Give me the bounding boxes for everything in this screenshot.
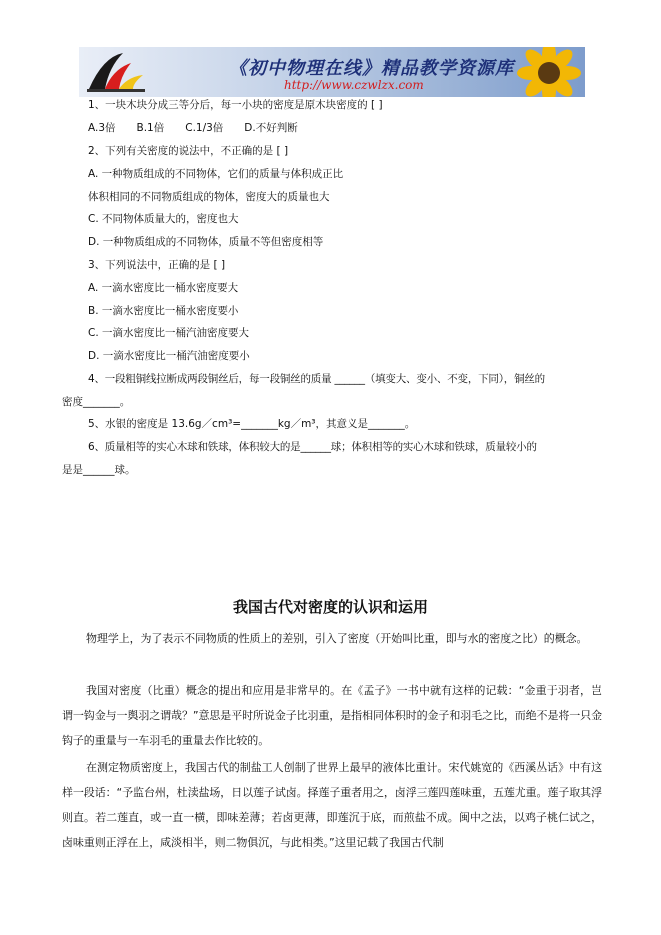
header-banner [79,47,585,97]
question-4-line-2: 密度_______。 [62,396,131,408]
question-2-option-c: C. 不同物体质量大的，密度也大 [88,213,239,225]
question-3-option-c: C. 一滴水密度比一桶汽油密度要大 [88,327,250,339]
question-6-line-1: 6、质量相等的实心木球和铁球，体积较大的是______球；体积相等的实心木球和铁球，质量较小的 [88,441,537,453]
article-paragraph-1: 物理学上，为了表示不同物质的性质上的差别，引入了密度（开始叫比重，即与水的密度之比）的概念。 [86,632,588,645]
question-3-option-a: A. 一滴水密度比一桶水密度要大 [88,282,239,294]
question-2-option-a: A. 一种物质组成的不同物体，它们的质量与体积成正比 [88,168,344,180]
question-4-line-1: 4、一段粗铜线拉断成两段铜丝后，每一段铜丝的质量 ______（填变大、变小、不变，下同），铜丝的 [88,373,545,385]
question-6-line-2: 是是______球。 [62,464,136,476]
article-paragraph-3: 在测定物质密度上，我国古代的制盐工人创制了世界上最早的液体比重计。宋代姚宽的《西溪丛话》中有这样一段话：“予监台州，杜渎盐场，日以莲子试卤。择莲子重者用之，卤浮三莲四莲味重，五莲尤重。莲子取其浮则直。若二莲直，或一直一横，即味差薄；若卤更薄，即莲沉于底，而煎盐不成。闽中之法，以鸡子桃仁试之，卤味重则正浮在上，咸淡相半，则二物俱沉，与此相类。”这里记载了我国古代制 [62,761,602,849]
question-3-stem: 3、下列说法中，正确的是 [ ] [88,259,226,271]
question-1-stem: 1、一块木块分成三等分后，每一小块的密度是原木块密度的 [ ] [88,99,383,111]
question-2-option-b: 体积相同的不同物质组成的物体，密度大的质量也大 [88,191,330,203]
banner-url[interactable]: http://www.czwlzx.com [284,78,424,92]
question-2-option-d: D. 一种物质组成的不同物体，质量不等但密度相等 [88,236,324,248]
site-logo-icon [83,49,153,95]
question-1-options: A.3倍 B.1倍 C.1/3倍 D.不好判断 [88,122,298,134]
article-paragraph-2: 我国对密度（比重）概念的提出和应用是非常早的。在《孟子》一书中就有这样的记载：“金重于羽者，岂谓一钩金与一舆羽之谓哉？”意思是平时所说金子比羽重，是指相同体积时的金子和羽毛之比，而绝不是将一只金钩子的重量与一车羽毛的重量去作比较的。 [62,684,602,747]
question-3-option-b: B. 一滴水密度比一桶水密度要小 [88,305,239,317]
banner-title: 《初中物理在线》精品教学资源库 [229,58,514,79]
question-5: 5、水银的密度是 13.6g／cm³=_______kg／m³，其意义是_______。 [88,418,416,430]
question-2-stem: 2、下列有关密度的说法中，不正确的是 [ ] [88,145,289,157]
article-title: 我国古代对密度的认识和运用 [232,598,428,616]
sunflower-icon [509,47,585,97]
question-3-option-d: D. 一滴水密度比一桶汽油密度要小 [88,350,250,362]
